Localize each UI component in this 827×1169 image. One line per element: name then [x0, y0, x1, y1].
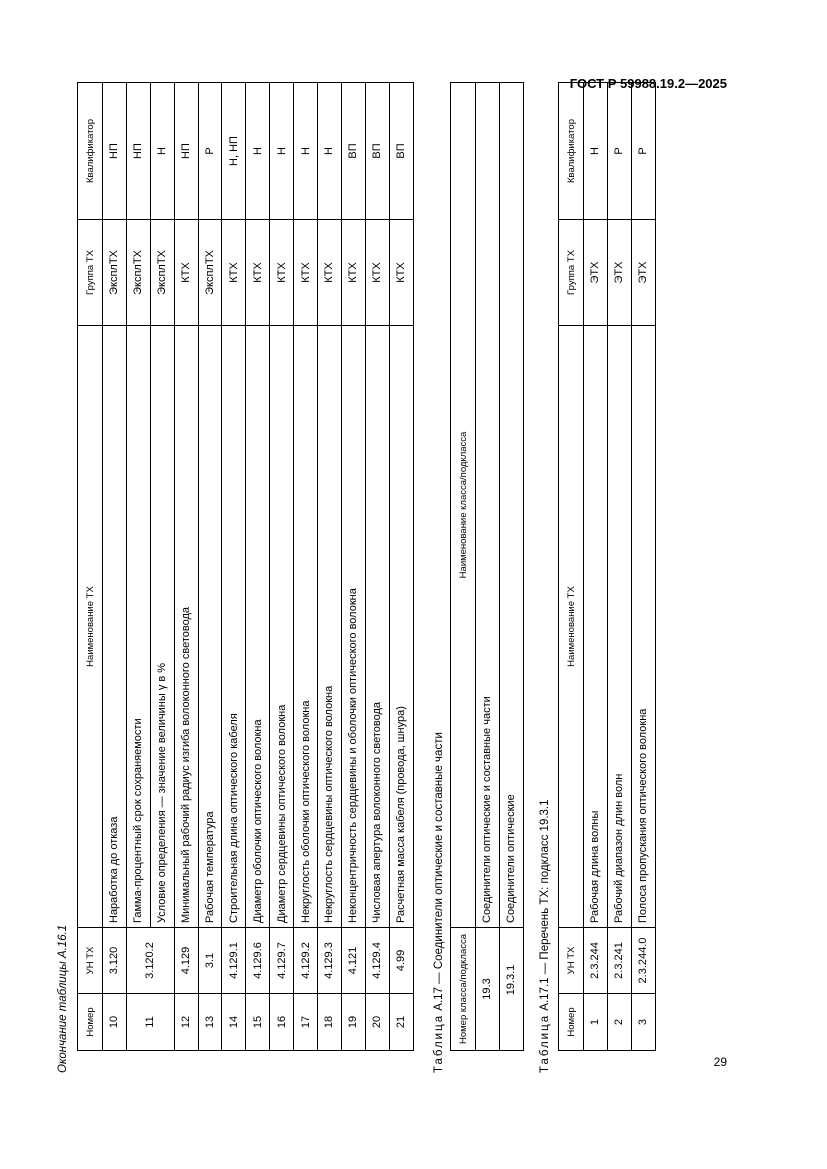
cell-group: ЭТХ [607, 220, 631, 326]
cell-qualifier: Р [607, 83, 631, 220]
cell-class-name: Соединители оптические и составные части [476, 83, 500, 928]
cell-number: 13 [198, 994, 222, 1051]
col-number: Номер [78, 994, 103, 1051]
document-code: ГОСТ Р 59988.19.2—2025 [569, 76, 727, 91]
table-row [584, 83, 608, 1051]
cell-number: 14 [222, 994, 246, 1051]
cell-group: ЭТХ [631, 220, 655, 326]
cell-code: 2.3.244.0 [631, 928, 655, 994]
cell-number: 20 [365, 994, 389, 1051]
cell-number: 17 [294, 994, 318, 1051]
cell-name: Рабочая длина волны [584, 326, 608, 928]
cell-class-number: 19.3.1 [499, 928, 523, 1051]
page-number: 29 [713, 1055, 727, 1069]
cell-group: ЭксплТХ [198, 220, 222, 326]
cell-code: 4.129.3 [318, 928, 342, 994]
table-a171 [558, 82, 656, 1051]
cell-number: 11 [126, 994, 174, 1051]
cell-code: 4.129 [174, 928, 198, 994]
cell-name: Рабочий диапазон длин волн [607, 326, 631, 928]
caption-text: А.17.1 — Перечень ТХ: подкласс 19.3.1 [539, 799, 551, 1014]
cell-name: Гамма-процентный срок сохраняемости [126, 326, 150, 928]
caption-text: А.17 — Соединители оптические и составные части [433, 732, 445, 1014]
table-row [150, 83, 174, 1051]
cell-number: 16 [270, 994, 294, 1051]
col-class-name: Наименование класса/подкласса [451, 83, 476, 928]
cell-name: Расчетная масса кабеля (провода, шнура) [389, 326, 413, 928]
cell-group: КТХ [174, 220, 198, 326]
table-row [476, 83, 500, 1051]
cell-qualifier: Р [198, 83, 222, 220]
table-row [174, 83, 198, 1051]
cell-code: 4.99 [389, 928, 413, 994]
cell-name: Некруглость сердцевины оптического волокна [318, 326, 342, 928]
cell-code: 2.3.241 [607, 928, 631, 994]
cell-name: Рабочая температура [198, 326, 222, 928]
cell-qualifier: Н [318, 83, 342, 220]
cell-qualifier: Н [150, 83, 174, 220]
cell-group: КТХ [270, 220, 294, 326]
cell-group: КТХ [341, 220, 365, 326]
cell-qualifier: НП [126, 83, 150, 220]
table-header-row [78, 83, 103, 1051]
cell-group: ЭксплТХ [126, 220, 150, 326]
table-row [389, 83, 413, 1051]
cell-group: ЭТХ [584, 220, 608, 326]
table-row [246, 83, 270, 1051]
table-row [270, 83, 294, 1051]
table-row [198, 83, 222, 1051]
cell-number: 12 [174, 994, 198, 1051]
cell-code: 4.129.4 [365, 928, 389, 994]
cell-name: Числовая апертура волоконного световода [365, 326, 389, 928]
cell-name: Диаметр оболочки оптического волокна [246, 326, 270, 928]
cell-name: Некруглость оболочки оптического волокна [294, 326, 318, 928]
cell-name: Наработка до отказа [103, 326, 127, 928]
cell-group: КТХ [365, 220, 389, 326]
table-row [126, 83, 150, 1051]
table-row [222, 83, 246, 1051]
cell-code: 3.120.2 [126, 928, 174, 994]
cell-number: 21 [389, 994, 413, 1051]
cell-qualifier: ВП [365, 83, 389, 220]
caption-prefix: Таблица [539, 1013, 551, 1073]
col-name: Наименование ТХ [78, 326, 103, 928]
cell-name: Неконцентричность сердцевины и оболочки оптического волокна [341, 326, 365, 928]
cell-name: Минимальный рабочий радиус изгиба волоконного световода [174, 326, 198, 928]
col-name: Наименование ТХ [559, 326, 584, 928]
table-row [341, 83, 365, 1051]
cell-code: 3.120 [103, 928, 127, 994]
cell-number: 3 [631, 994, 655, 1051]
cell-group: КТХ [246, 220, 270, 326]
cell-number: 15 [246, 994, 270, 1051]
cell-class-name: Соединители оптические [499, 83, 523, 928]
continuation-caption: Окончание таблицы А.16.1 [57, 924, 69, 1073]
cell-group: КТХ [318, 220, 342, 326]
cell-number: 19 [341, 994, 365, 1051]
table-a17 [450, 82, 524, 1051]
cell-qualifier: НП [174, 83, 198, 220]
cell-qualifier: ВП [341, 83, 365, 220]
cell-name: Строительная длина оптического кабеля [222, 326, 246, 928]
col-class-number: Номер класса/подкласса [451, 928, 476, 1051]
table-row [365, 83, 389, 1051]
table-header-row [559, 83, 584, 1051]
cell-qualifier: ВП [389, 83, 413, 220]
cell-code: 3.1 [198, 928, 222, 994]
cell-group: ЭксплТХ [103, 220, 127, 326]
cell-group: КТХ [389, 220, 413, 326]
table-row [294, 83, 318, 1051]
cell-qualifier: Н [294, 83, 318, 220]
cell-number: 1 [584, 994, 608, 1051]
table-a17-caption [433, 732, 445, 1073]
cell-group: ЭксплТХ [150, 220, 174, 326]
cell-qualifier: НП [103, 83, 127, 220]
col-group: Группа ТХ [78, 220, 103, 326]
cell-number: 10 [103, 994, 127, 1051]
cell-name: Полоса пропускания оптического волокна [631, 326, 655, 928]
cell-code: 4.129.7 [270, 928, 294, 994]
cell-qualifier: Н [246, 83, 270, 220]
cell-qualifier: Н [270, 83, 294, 220]
table-row [103, 83, 127, 1051]
col-code: УН ТХ [78, 928, 103, 994]
col-qualifier: Квалификатор [78, 83, 103, 220]
table-row [318, 83, 342, 1051]
cell-class-number: 19.3 [476, 928, 500, 1051]
cell-qualifier: Р [631, 83, 655, 220]
cell-code: 4.129.2 [294, 928, 318, 994]
table-a171-caption [539, 799, 551, 1073]
col-number: Номер [559, 994, 584, 1051]
col-group: Группа ТХ [559, 220, 584, 326]
cell-group: КТХ [222, 220, 246, 326]
cell-number: 18 [318, 994, 342, 1051]
table-row [499, 83, 523, 1051]
cell-qualifier: Н, НП [222, 83, 246, 220]
cell-code: 2.3.244 [584, 928, 608, 994]
cell-name: Условие определения — значение величины γ в % [150, 326, 174, 928]
rotated-content [57, 83, 702, 1073]
cell-number: 2 [607, 994, 631, 1051]
cell-code: 4.129.6 [246, 928, 270, 994]
caption-prefix: Таблица [433, 1013, 445, 1073]
table-header-row [451, 83, 476, 1051]
cell-code: 4.121 [341, 928, 365, 994]
cell-qualifier: Н [584, 83, 608, 220]
col-qualifier: Квалификатор [559, 83, 584, 220]
continuation-table [77, 82, 414, 1051]
cell-code: 4.129.1 [222, 928, 246, 994]
col-code: УН ТХ [559, 928, 584, 994]
cell-name: Диаметр сердцевины оптического волокна [270, 326, 294, 928]
table-row [607, 83, 631, 1051]
table-row [631, 83, 655, 1051]
cell-group: КТХ [294, 220, 318, 326]
